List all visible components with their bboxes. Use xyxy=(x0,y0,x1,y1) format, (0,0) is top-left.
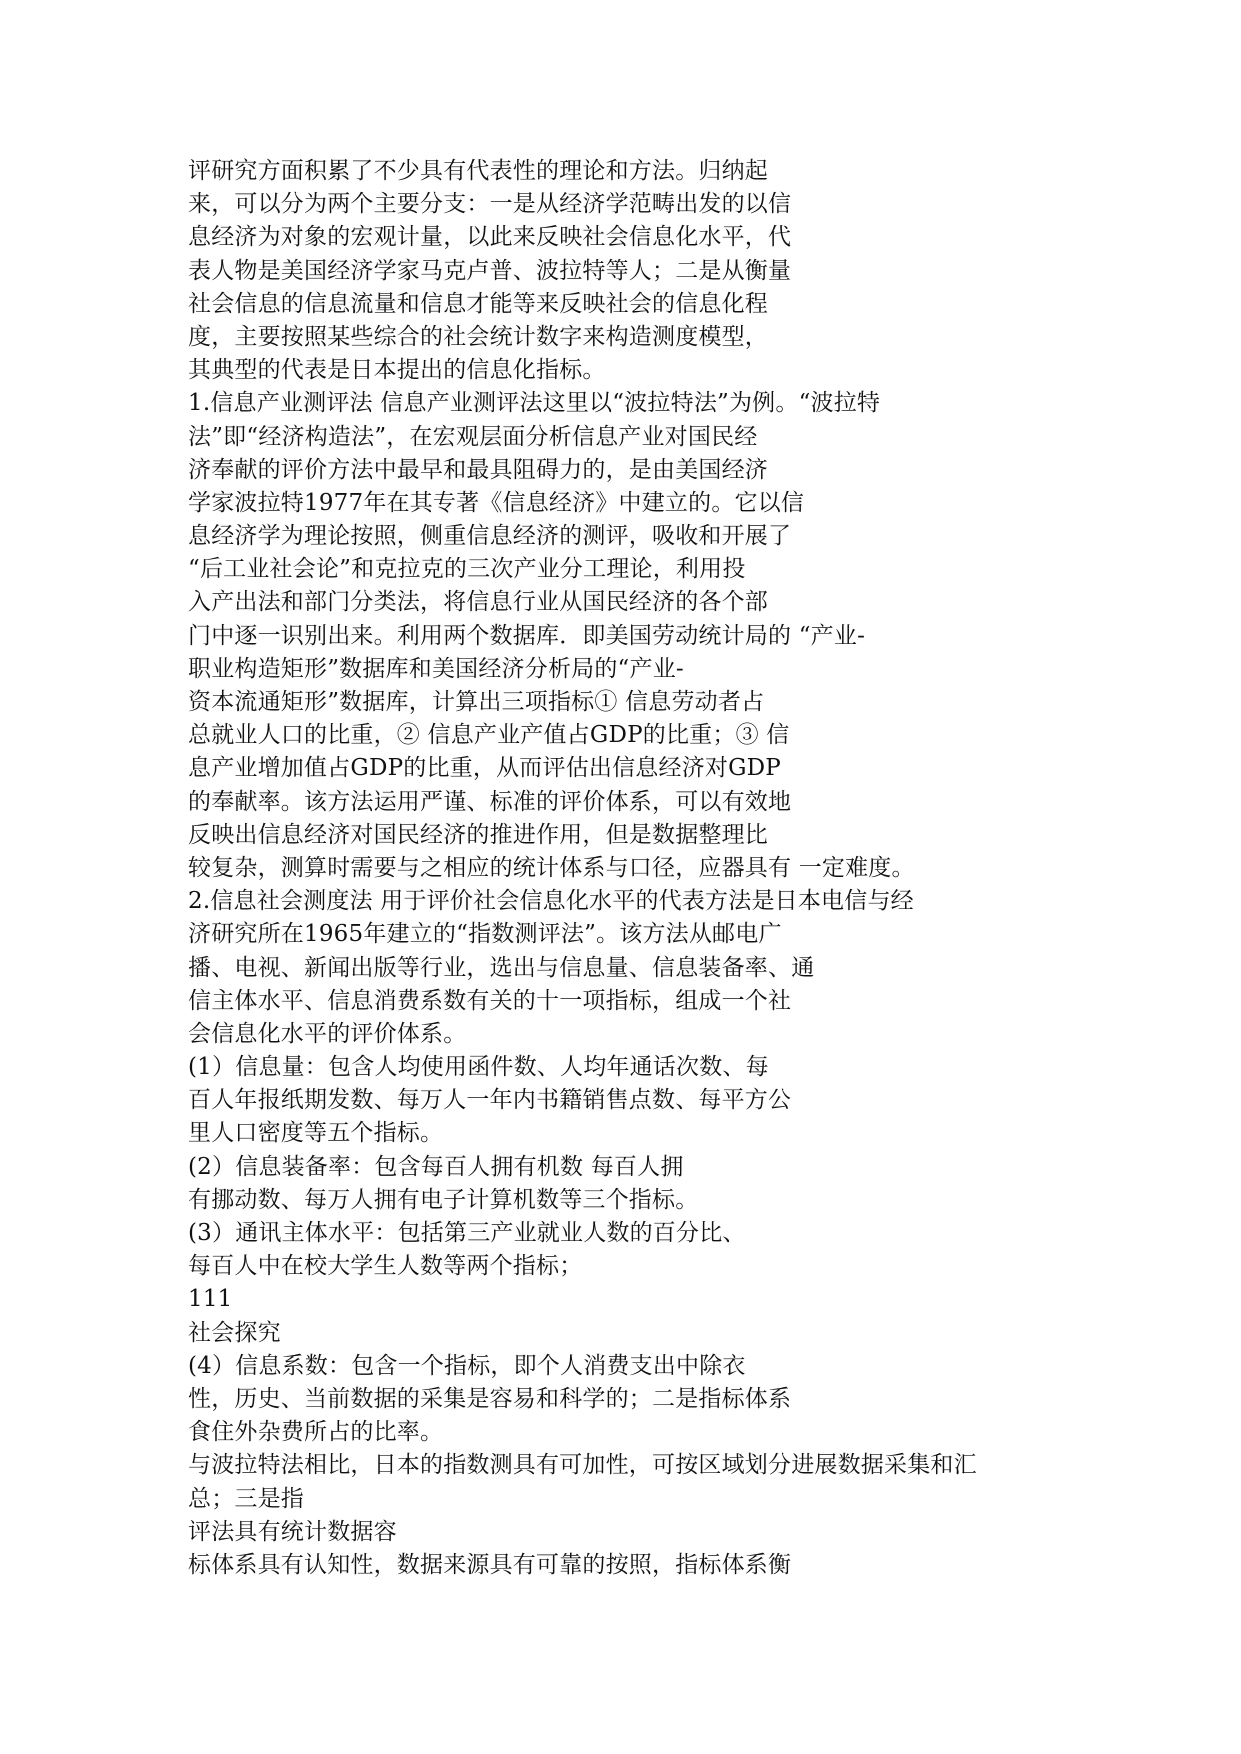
text-line: 信主体水平、信息消费系数有关的十一项指标，组成一个社 xyxy=(188,987,792,1014)
text-line: 职业构造矩形”数据库和美国经济分析局的“产业- xyxy=(188,655,684,682)
text-line: 播、电视、新闻出版等行业，选出与信息量、信息装备率、通 xyxy=(188,954,815,981)
text-line: 资本流通矩形”数据库，计算出三项指标① 信息劳动者占 xyxy=(188,689,765,715)
text-line: 来，可以分为两个主要分支：一是从经济学范畴出发的以信 xyxy=(188,191,792,218)
text-line: 标体系具有认知性，数据来源具有可靠的按照，指标体系衡 xyxy=(188,1551,792,1578)
text-line: 总就业人口的比重，② 信息产业产值占GDP的比重；③ 信 xyxy=(188,722,790,749)
text-line: 法”即“经济构造法”，在宏观层面分析信息产业对国民经 xyxy=(188,423,758,450)
text-line: 度，主要按照某些综合的社会统计数字来构造测度模型， xyxy=(188,323,768,350)
text-line: (2）信息装备率：包含每百人拥有机数 每百人拥 xyxy=(188,1153,684,1180)
text-line: 里人口密度等五个指标。 xyxy=(188,1120,444,1147)
text-line: 2.信息社会测度法 用于评价社会信息化水平的代表方法是日本电信与经 xyxy=(188,888,914,915)
text-line: 性，历史、当前数据的采集是容易和科学的；二是指标体系 xyxy=(188,1385,792,1412)
text-line: 的奉献率。该方法运用严谨、标准的评价体系，可以有效地 xyxy=(188,788,792,815)
text-line: 会信息化水平的评价体系。 xyxy=(188,1020,467,1047)
text-line: 与波拉特法相比，日本的指数测具有可加性，可按区域划分进展数据采集和汇 xyxy=(188,1452,977,1479)
text-line: 总；三是指 xyxy=(188,1485,304,1512)
text-line: 食住外杂费所占的比率。 xyxy=(188,1419,444,1446)
text-line: 111 xyxy=(188,1286,233,1313)
text-line: 表人物是美国经济学家马克卢普、波拉特等人；二是从衡量 xyxy=(188,257,792,284)
text-line: (4）信息系数：包含一个指标，即个人消费支出中除衣 xyxy=(188,1352,746,1379)
text-line: 1.信息产业测评法 信息产业测评法这里以“波拉特法”为例。“波拉特 xyxy=(188,390,881,417)
text-line: 有挪动数、每万人拥有电子计算机数等三个指标。 xyxy=(188,1186,699,1213)
text-line: 较复杂，测算时需要与之相应的统计体系与口径，应器具有 一定难度。 xyxy=(188,854,915,881)
text-line: 济奉献的评价方法中最早和最具阻碍力的，是由美国经济 xyxy=(188,456,768,483)
text-line: 百人年报纸期发数、每万人一年内书籍销售点数、每平方公 xyxy=(188,1087,792,1114)
text-line: 息经济学为理论按照，侧重信息经济的测评，吸收和开展了 xyxy=(188,523,792,550)
text-line: 入产出法和部门分类法，将信息行业从国民经济的各个部 xyxy=(188,589,768,616)
text-line: 每百人中在校大学生人数等两个指标； xyxy=(188,1253,583,1280)
text-line: (3）通讯主体水平：包括第三产业就业人数的百分比、 xyxy=(188,1220,746,1246)
text-line: 学家波拉特1977年在其专著《信息经济》中建立的。它以信 xyxy=(188,489,805,516)
text-line: 其典型的代表是日本提出的信息化指标。 xyxy=(188,357,606,384)
text-line: 评法具有统计数据容 xyxy=(188,1518,397,1545)
text-line: 息产业增加值占GDP的比重，从而评估出信息经济对GDP xyxy=(188,755,781,782)
text-line: 济研究所在1965年建立的“指数测评法”。该方法从邮电广 xyxy=(188,921,782,948)
text-line: 评研究方面积累了不少具有代表性的理论和方法。归纳起 xyxy=(188,158,768,184)
text-line: 社会信息的信息流量和信息才能等来反映社会的信息化程 xyxy=(188,290,768,317)
text-line: 息经济为对象的宏观计量，以此来反映社会信息化水平，代 xyxy=(188,224,792,251)
document-body xyxy=(188,155,1068,1582)
text-line: (1）信息量：包含人均使用函件数、人均年通话次数、每 xyxy=(188,1054,769,1081)
text-line: “后工业社会论”和克拉克的三次产业分工理论，利用投 xyxy=(188,556,746,583)
text-line: 门中逐一识别出来。利用两个数据库．即美国劳动统计局的 “产业- xyxy=(188,622,866,649)
text-line: 社会探究 xyxy=(188,1319,281,1346)
text-line: 反映出信息经济对国民经济的推进作用，但是数据整理比 xyxy=(188,821,768,848)
